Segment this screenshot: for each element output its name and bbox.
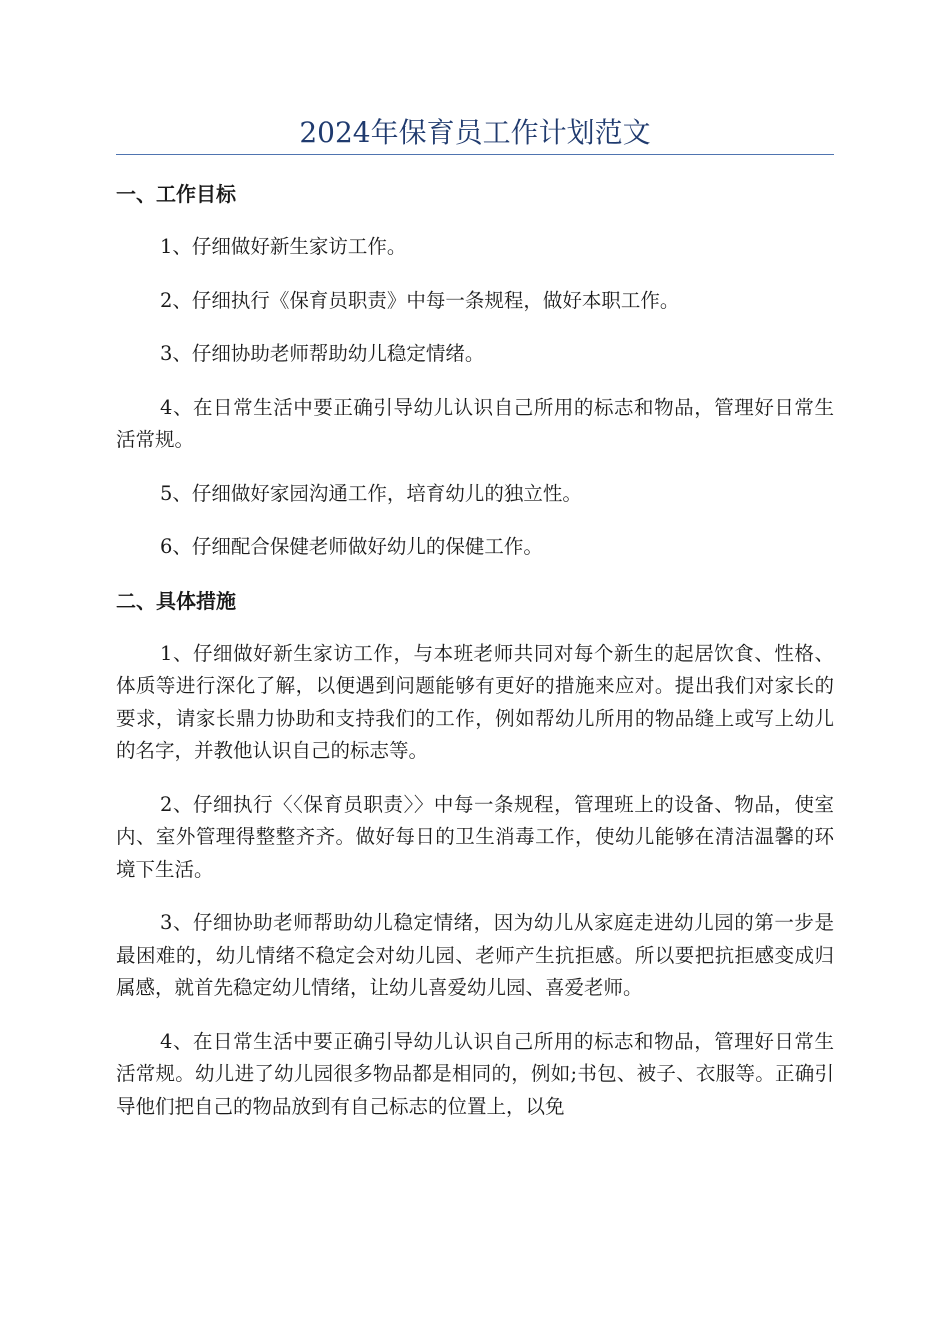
document-body: [116, 178, 834, 1144]
goal-item-5: 5、仔细做好家园沟通工作，培育幼儿的独立性。: [160, 481, 582, 505]
measure-item-2: 2、仔细执行〈〈保育员职责〉〉中每一条规程，管理班上的设备、物品，使室内、室外管理得整整齐齐。做好每日的卫生消毒工作，使幼儿能够在清洁温馨的环境下生活。: [116, 792, 834, 881]
title-underline: [116, 154, 834, 155]
goal-item-2: 2、仔细执行《保育员职责》中每一条规程，做好本职工作。: [160, 288, 680, 312]
measure-item-4: 4、在日常生活中要正确引导幼儿认识自己所用的标志和物品，管理好日常生活常规。幼儿进了幼儿园很多物品都是相同的，例如;书包、被子、衣服等。正确引导他们把自己的物品放到有自己标志的位置上，以免: [116, 1029, 834, 1118]
measure-item-3: 3、仔细协助老师帮助幼儿稳定情绪，因为幼儿从家庭走进幼儿园的第一步是最困难的，幼儿情绪不稳定会对幼儿园、老师产生抗拒感。所以要把抗拒感变成归属感，就首先稳定幼儿情绪，让幼儿喜爱幼儿园、喜爱老师。: [116, 911, 834, 999]
goal-item-6: 6、仔细配合保健老师做好幼儿的保健工作。: [160, 535, 543, 558]
measure-item-1: 1、仔细做好新生家访工作，与本班老师共同对每个新生的起居饮食、性格、体质等进行深化了解，以便遇到问题能够有更好的措施来应对。提出我们对家长的要求，请家长鼎力协助和支持我们的工作，例如帮幼儿所用的物品缝上或写上幼儿的名字，并教他认识自己的标志等。: [116, 641, 834, 762]
section-heading-measures: 二、具体措施: [116, 588, 236, 613]
goal-item-4: 4、在日常生活中要正确引导幼儿认识自己所用的标志和物品，管理好日常生活常规。: [116, 395, 834, 451]
section-heading-goals: 一、工作目标: [116, 182, 236, 206]
goal-item-3: 3、仔细协助老师帮助幼儿稳定情绪。: [160, 342, 485, 365]
document-title: 2024年保育员工作计划范文: [299, 116, 651, 149]
goal-item-1: 1、仔细做好新生家访工作。: [160, 235, 407, 258]
